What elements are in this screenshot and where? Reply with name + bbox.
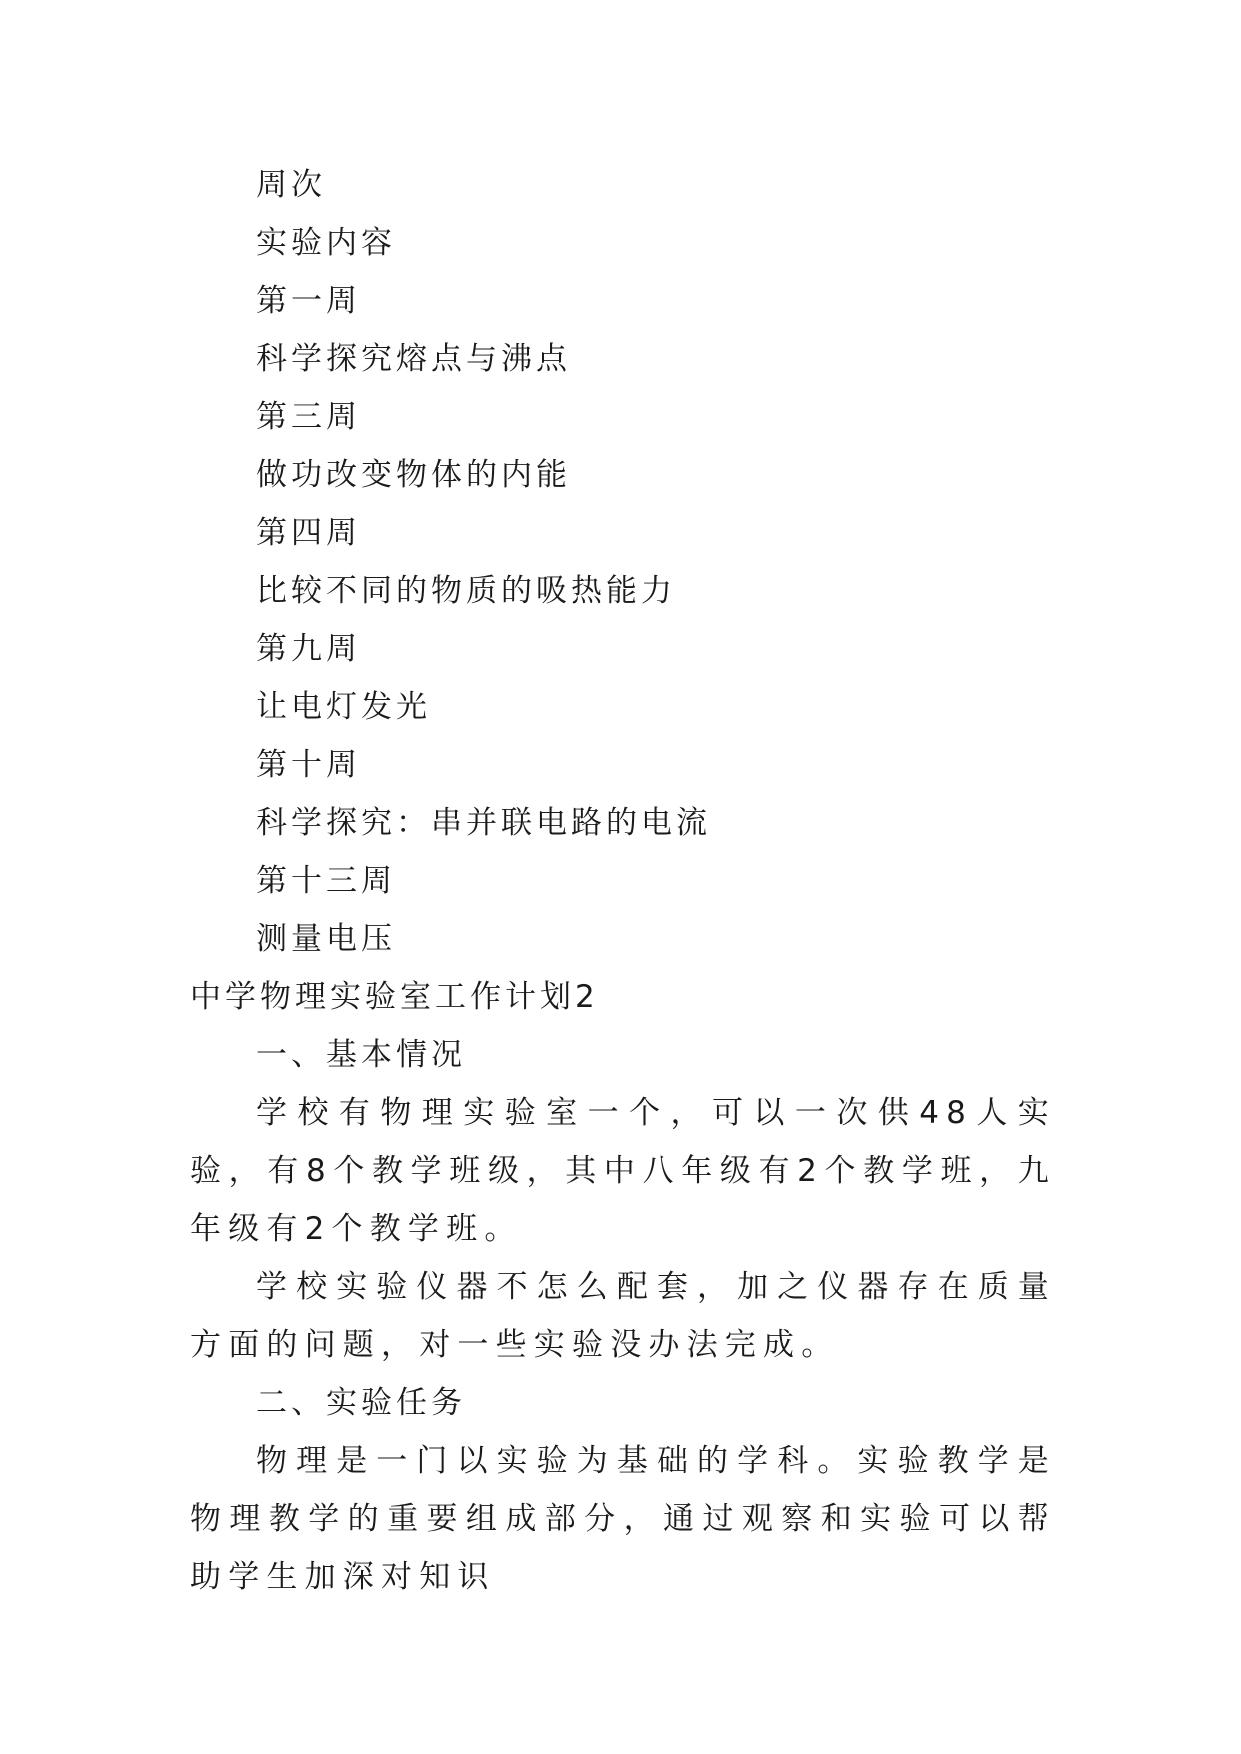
week-label: 第四周 bbox=[256, 515, 361, 551]
week-label: 第十周 bbox=[256, 747, 361, 783]
table-header-content: 实验内容 bbox=[256, 225, 396, 261]
paragraph: 学校实验仪器不怎么配套，加之仪器存在质量方面的问题，对一些实验没办法完成。 bbox=[190, 1269, 1056, 1363]
table-header-week: 周次 bbox=[256, 167, 326, 203]
document-page bbox=[190, 156, 1056, 1606]
experiment-item: 科学探究：串并联电路的电流 bbox=[256, 805, 711, 841]
section-heading: 一、基本情况 bbox=[256, 1037, 466, 1073]
week-label: 第九周 bbox=[256, 631, 361, 667]
week-label: 第十三周 bbox=[256, 863, 396, 899]
plan-title: 中学物理实验室工作计划2 bbox=[190, 979, 599, 1015]
experiment-item: 做功改变物体的内能 bbox=[256, 457, 571, 493]
experiment-item: 科学探究熔点与沸点 bbox=[256, 341, 571, 377]
experiment-item: 比较不同的物质的吸热能力 bbox=[256, 573, 676, 609]
paragraph: 学校有物理实验室一个，可以一次供48人实验，有8个教学班级，其中八年级有2个教学班，九年级有2个教学班。 bbox=[190, 1095, 1056, 1247]
experiment-item: 测量电压 bbox=[256, 921, 396, 957]
section-heading: 二、实验任务 bbox=[256, 1385, 466, 1421]
experiment-item: 让电灯发光 bbox=[256, 689, 431, 725]
week-label: 第三周 bbox=[256, 399, 361, 435]
paragraph: 物理是一门以实验为基础的学科。实验教学是物理教学的重要组成部分，通过观察和实验可以帮助学生加深对知识 bbox=[190, 1443, 1056, 1595]
week-label: 第一周 bbox=[256, 283, 361, 319]
